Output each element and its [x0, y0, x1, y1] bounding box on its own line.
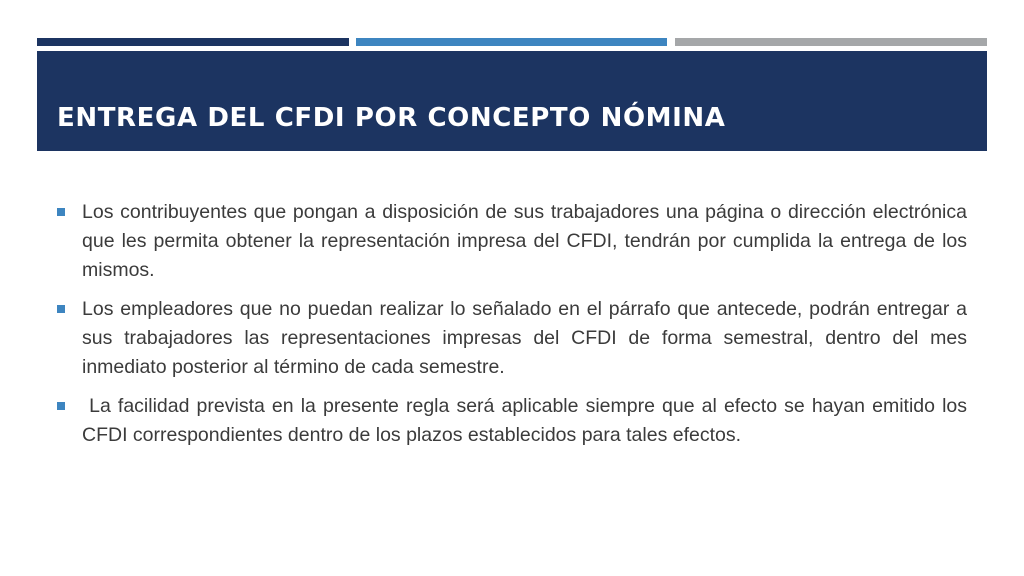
accent-bar-blue [356, 38, 667, 46]
bullet-list [57, 198, 973, 460]
title-band [37, 51, 987, 151]
bullet-item-3 [57, 392, 973, 450]
square-bullet-icon [57, 305, 65, 313]
square-bullet-icon [57, 208, 65, 216]
bullet-text: Los contribuyentes que pongan a disposición de sus trabajadores una página o dirección electrónica que les permita obtener la representación impresa del CFDI, tendrán por cumplida la entrega de los mismos. [82, 201, 967, 281]
bullet-text: La facilidad prevista en la presente regla será aplicable siempre que al efecto se hayan emitido los CFDI correspondientes dentro de los plazos establecidos para tales efectos. [82, 395, 973, 446]
accent-bar-dark [37, 38, 349, 46]
bullet-text: Los empleadores que no puedan realizar lo señalado en el párrafo que antecede, podrán entregar a sus trabajadores las representaciones impresas del CFDI de forma semestral, dentro del mes inmediato posterior al término de cada semestre. [82, 298, 967, 378]
square-bullet-icon [57, 402, 65, 410]
bullet-item-1 [57, 198, 967, 285]
slide-title: ENTREGA DEL CFDI POR CONCEPTO NÓMINA [57, 103, 726, 133]
bullet-item-2 [57, 295, 967, 382]
accent-bar-gray [675, 38, 987, 46]
